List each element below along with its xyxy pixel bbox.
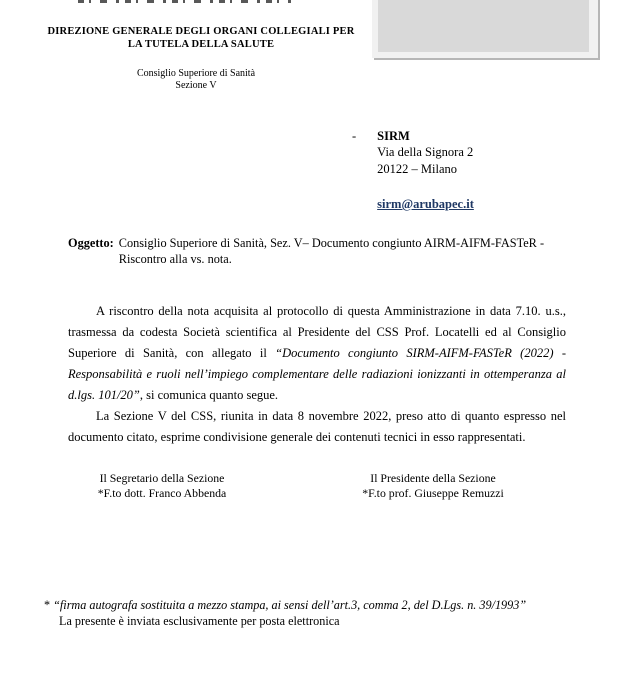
signature-president-role: Il Presidente della Sezione (370, 471, 496, 485)
signature-president (328, 471, 538, 501)
redacted-logo-placeholder (372, 0, 598, 58)
subject-line2: Riscontro alla vs. nota. (118, 251, 232, 266)
footnote-block (44, 598, 589, 629)
body-paragraph-2: La Sezione V del CSS, riunita in data 8 novembre 2022, preso atto di quanto espresso nel documento citato, esprime condivisione generale dei contenuti tecnici in esso rappresentati. (68, 409, 566, 444)
signature-secretary-name: *F.to dott. Franco Abbenda (97, 486, 227, 500)
paragraph1-post: , si comunica quanto segue. (139, 388, 279, 402)
paragraph1-document-title: “Documento congiunto SIRM-AIFM-FASTeR (2022) - Responsabilità e ruoli nell’impiego complementare delle radiazioni ionizzanti in ottemperanza al d.lgs. 101/20” (68, 346, 566, 402)
recipient-city: 20122 – Milano (377, 161, 458, 176)
footnote-asterisk: * (44, 598, 54, 612)
department-heading (40, 26, 362, 51)
council-heading (36, 68, 356, 92)
signature-president-name: *F.to prof. Giuseppe Remuzzi (362, 486, 504, 500)
signature-secretary-role: Il Segretario della Sezione (99, 471, 225, 485)
subject-line1: Consiglio Superiore di Sanità, Sez. V– Documento congiunto AIRM-AIFM-FASTeR - (118, 236, 545, 250)
recipient-street: Via della Signora 2 (377, 145, 474, 160)
body-paragraph-1 (68, 301, 566, 406)
council-section: Sezione V (175, 80, 217, 91)
email-link[interactable]: sirm@arubapec.it (377, 196, 474, 211)
footnote-line1 (44, 598, 589, 613)
footnote-quote: “firma autografa sostituita a mezzo stampa, ai sensi dell’art.3, comma 2, del D.Lgs. n. 39/1993” (53, 598, 527, 612)
recipient-name: SIRM (377, 129, 410, 143)
signature-secretary (57, 471, 267, 501)
department-line1: DIREZIONE GENERALE DEGLI ORGANI COLLEGIALI PER (47, 26, 355, 37)
subject-text (119, 236, 544, 267)
recipient-bullet: - (352, 129, 357, 143)
subject-block (68, 236, 578, 267)
council-name: Consiglio Superiore di Sanità (136, 68, 256, 79)
paragraph1-pre: A riscontro della nota acquisita al protocollo di questa Amministrazione in data 7.10. u.s., trasmessa da codesta Società scientifica al Presidente del CSS Prof. Locatelli ed al Consiglio Superiore di Sanità, con allegato il (68, 304, 566, 360)
redacted-logo-fill (378, 0, 589, 52)
recipient-address (377, 128, 474, 212)
department-line2: LA TUTELA DELLA SALUTE (127, 38, 275, 50)
subject-label: Oggetto: (68, 236, 114, 250)
cropped-text-remnant (78, 0, 291, 3)
footnote-line2: La presente è inviata esclusivamente per posta elettronica (59, 614, 340, 628)
recipient-block (352, 128, 474, 212)
